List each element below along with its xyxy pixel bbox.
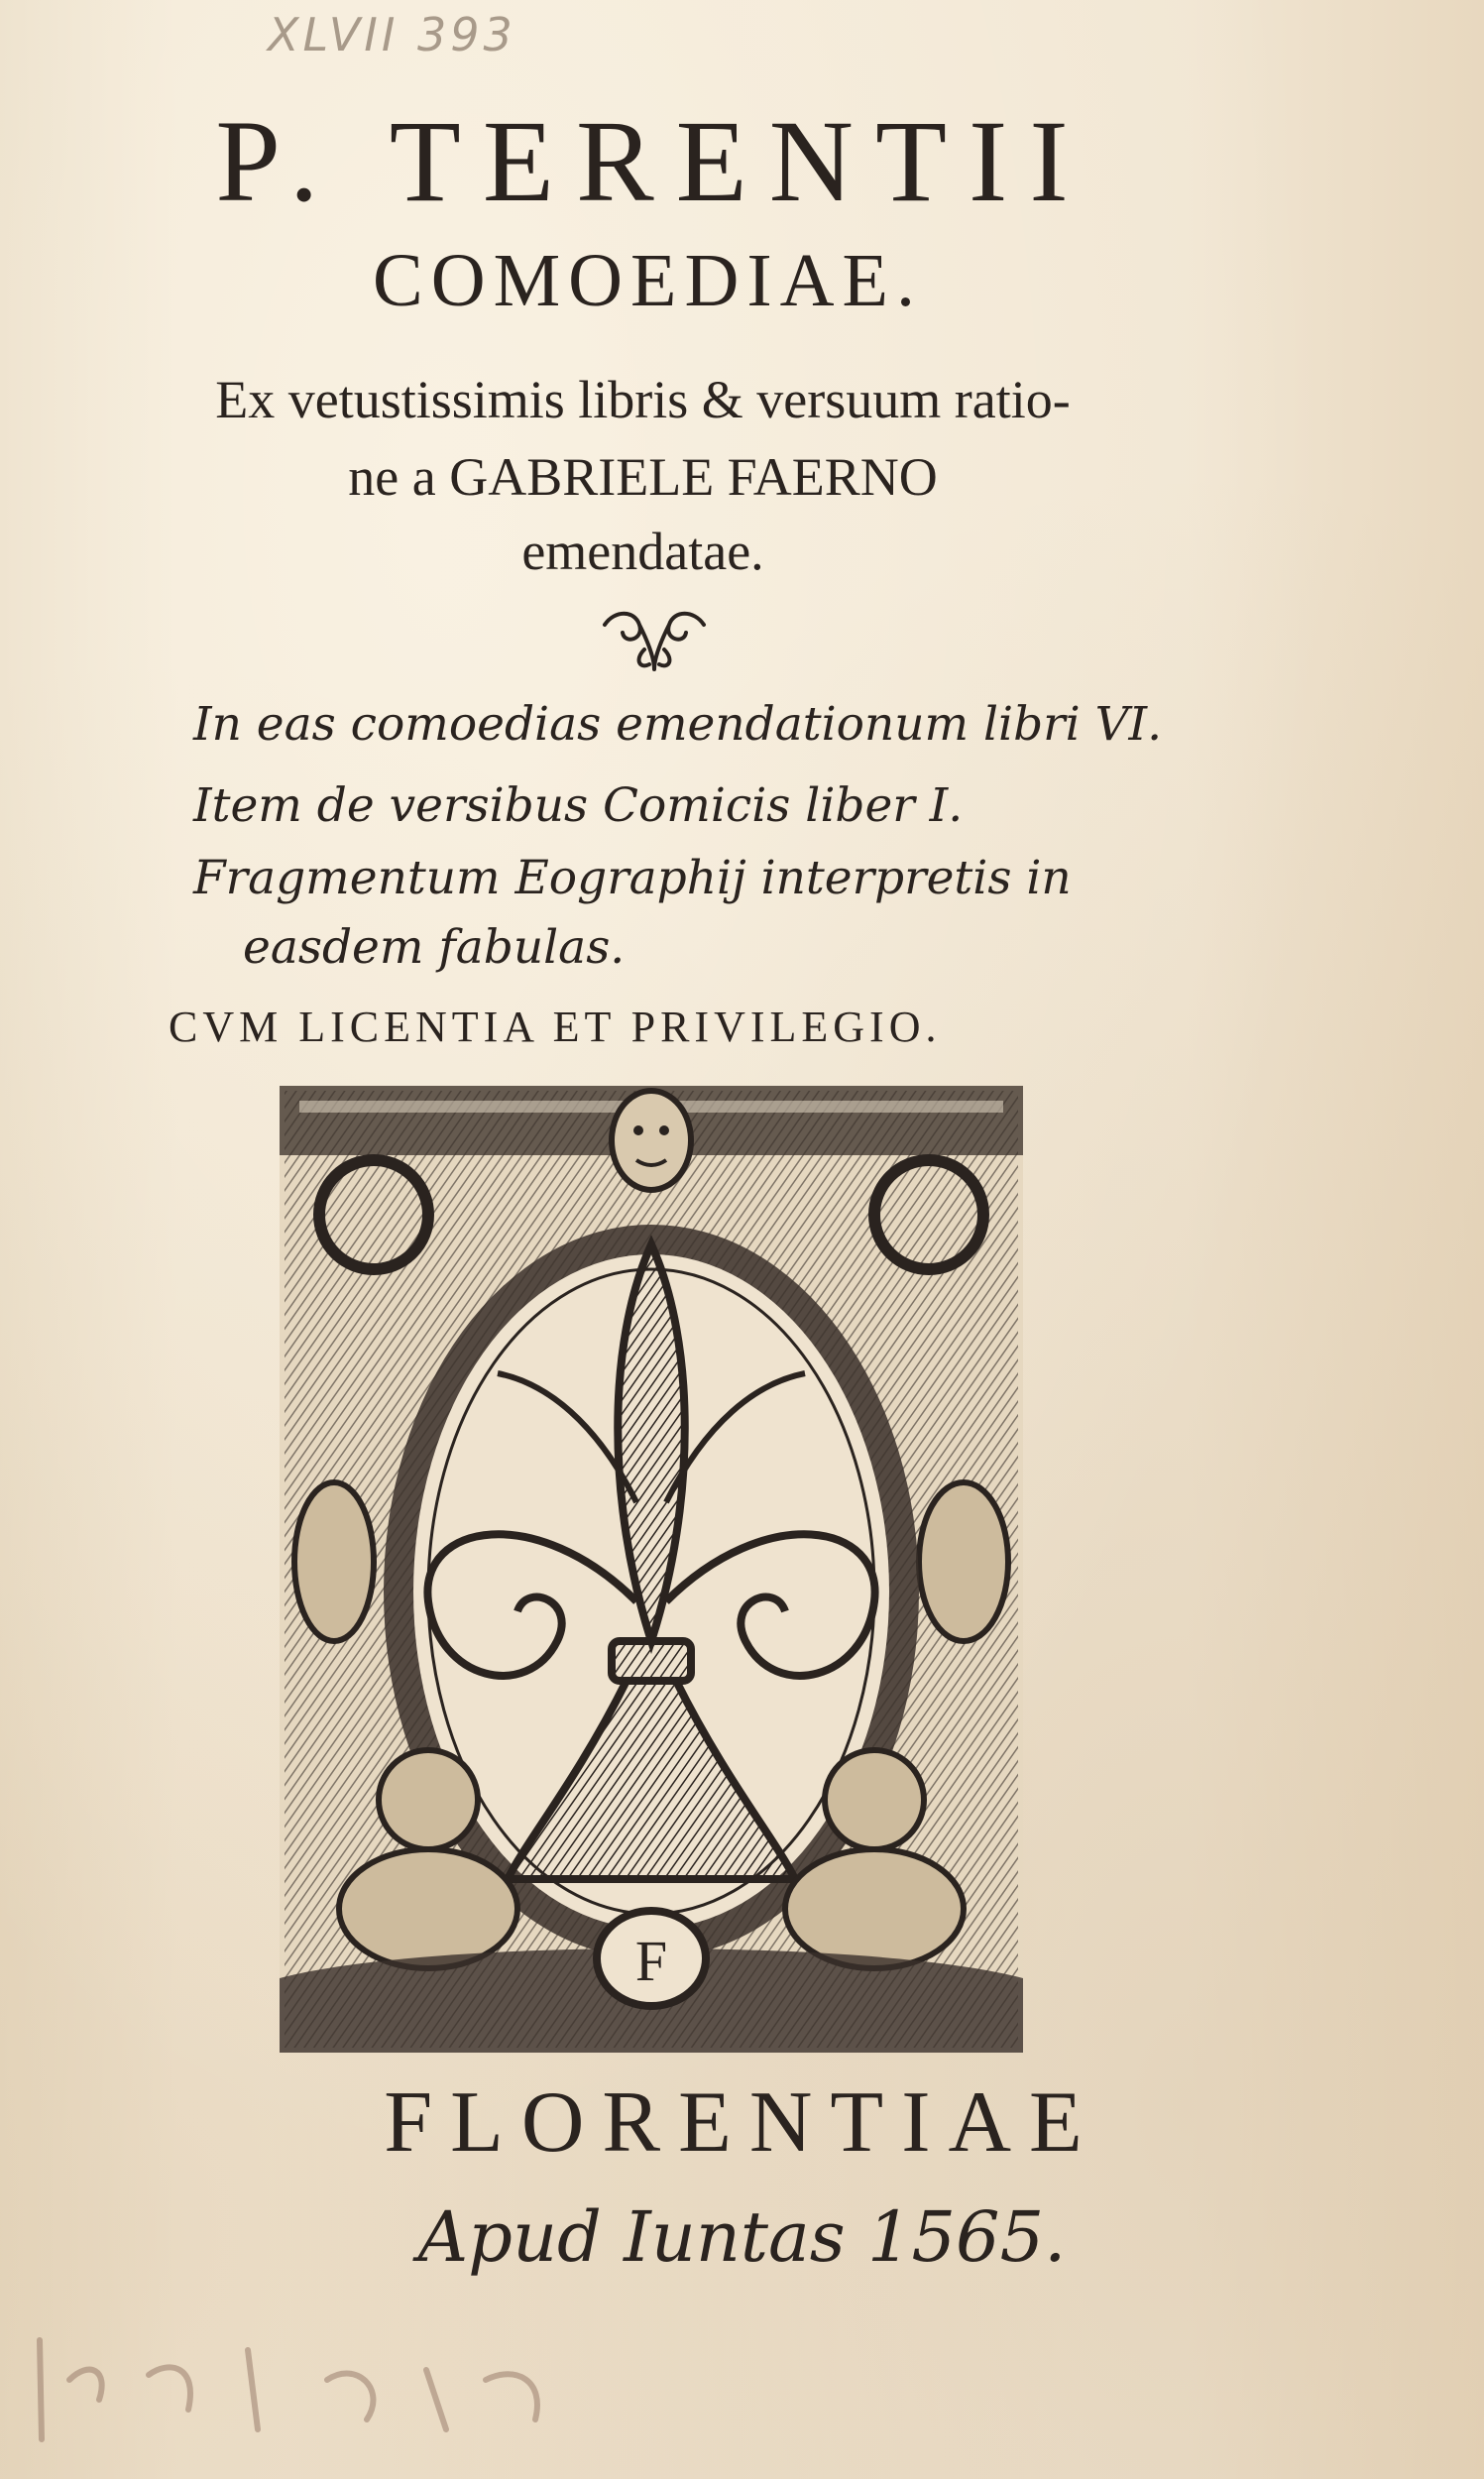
shelfmark-annotation: XLVII 393 xyxy=(268,8,516,61)
imprint-city: FLORENTIAE xyxy=(384,2074,1100,2171)
privilege-line: CVM LICENTIA ET PRIVILEGIO. xyxy=(169,1003,942,1051)
title-subtitle-line1: Ex vetustissimis libris & versuum ratio- xyxy=(215,370,1071,429)
contents-line-3: Fragmentum Eographij interpretis in xyxy=(193,851,1072,905)
contents-line-4: easdem fabulas. xyxy=(243,920,626,975)
printer-device-initial: F xyxy=(634,1929,668,1993)
contents-line-1: In eas comoedias emendationum libri VI. xyxy=(193,697,1163,752)
fleuron-ornament-icon xyxy=(595,605,714,674)
imprint-publisher-year: Apud Iuntas 1565. xyxy=(417,2196,1067,2278)
title-subtitle-line2: ne a GABRIELE FAERNO xyxy=(348,447,938,507)
printer-device-woodcut xyxy=(280,1086,1023,2053)
title-author: P. TERENTII xyxy=(215,96,1090,226)
title-work: COMOEDIAE. xyxy=(373,239,923,322)
title-subtitle-line3: emendatae. xyxy=(521,522,764,581)
faded-ink-stamp xyxy=(30,2320,625,2459)
contents-line-2: Item de versibus Comicis liber I. xyxy=(193,778,964,833)
